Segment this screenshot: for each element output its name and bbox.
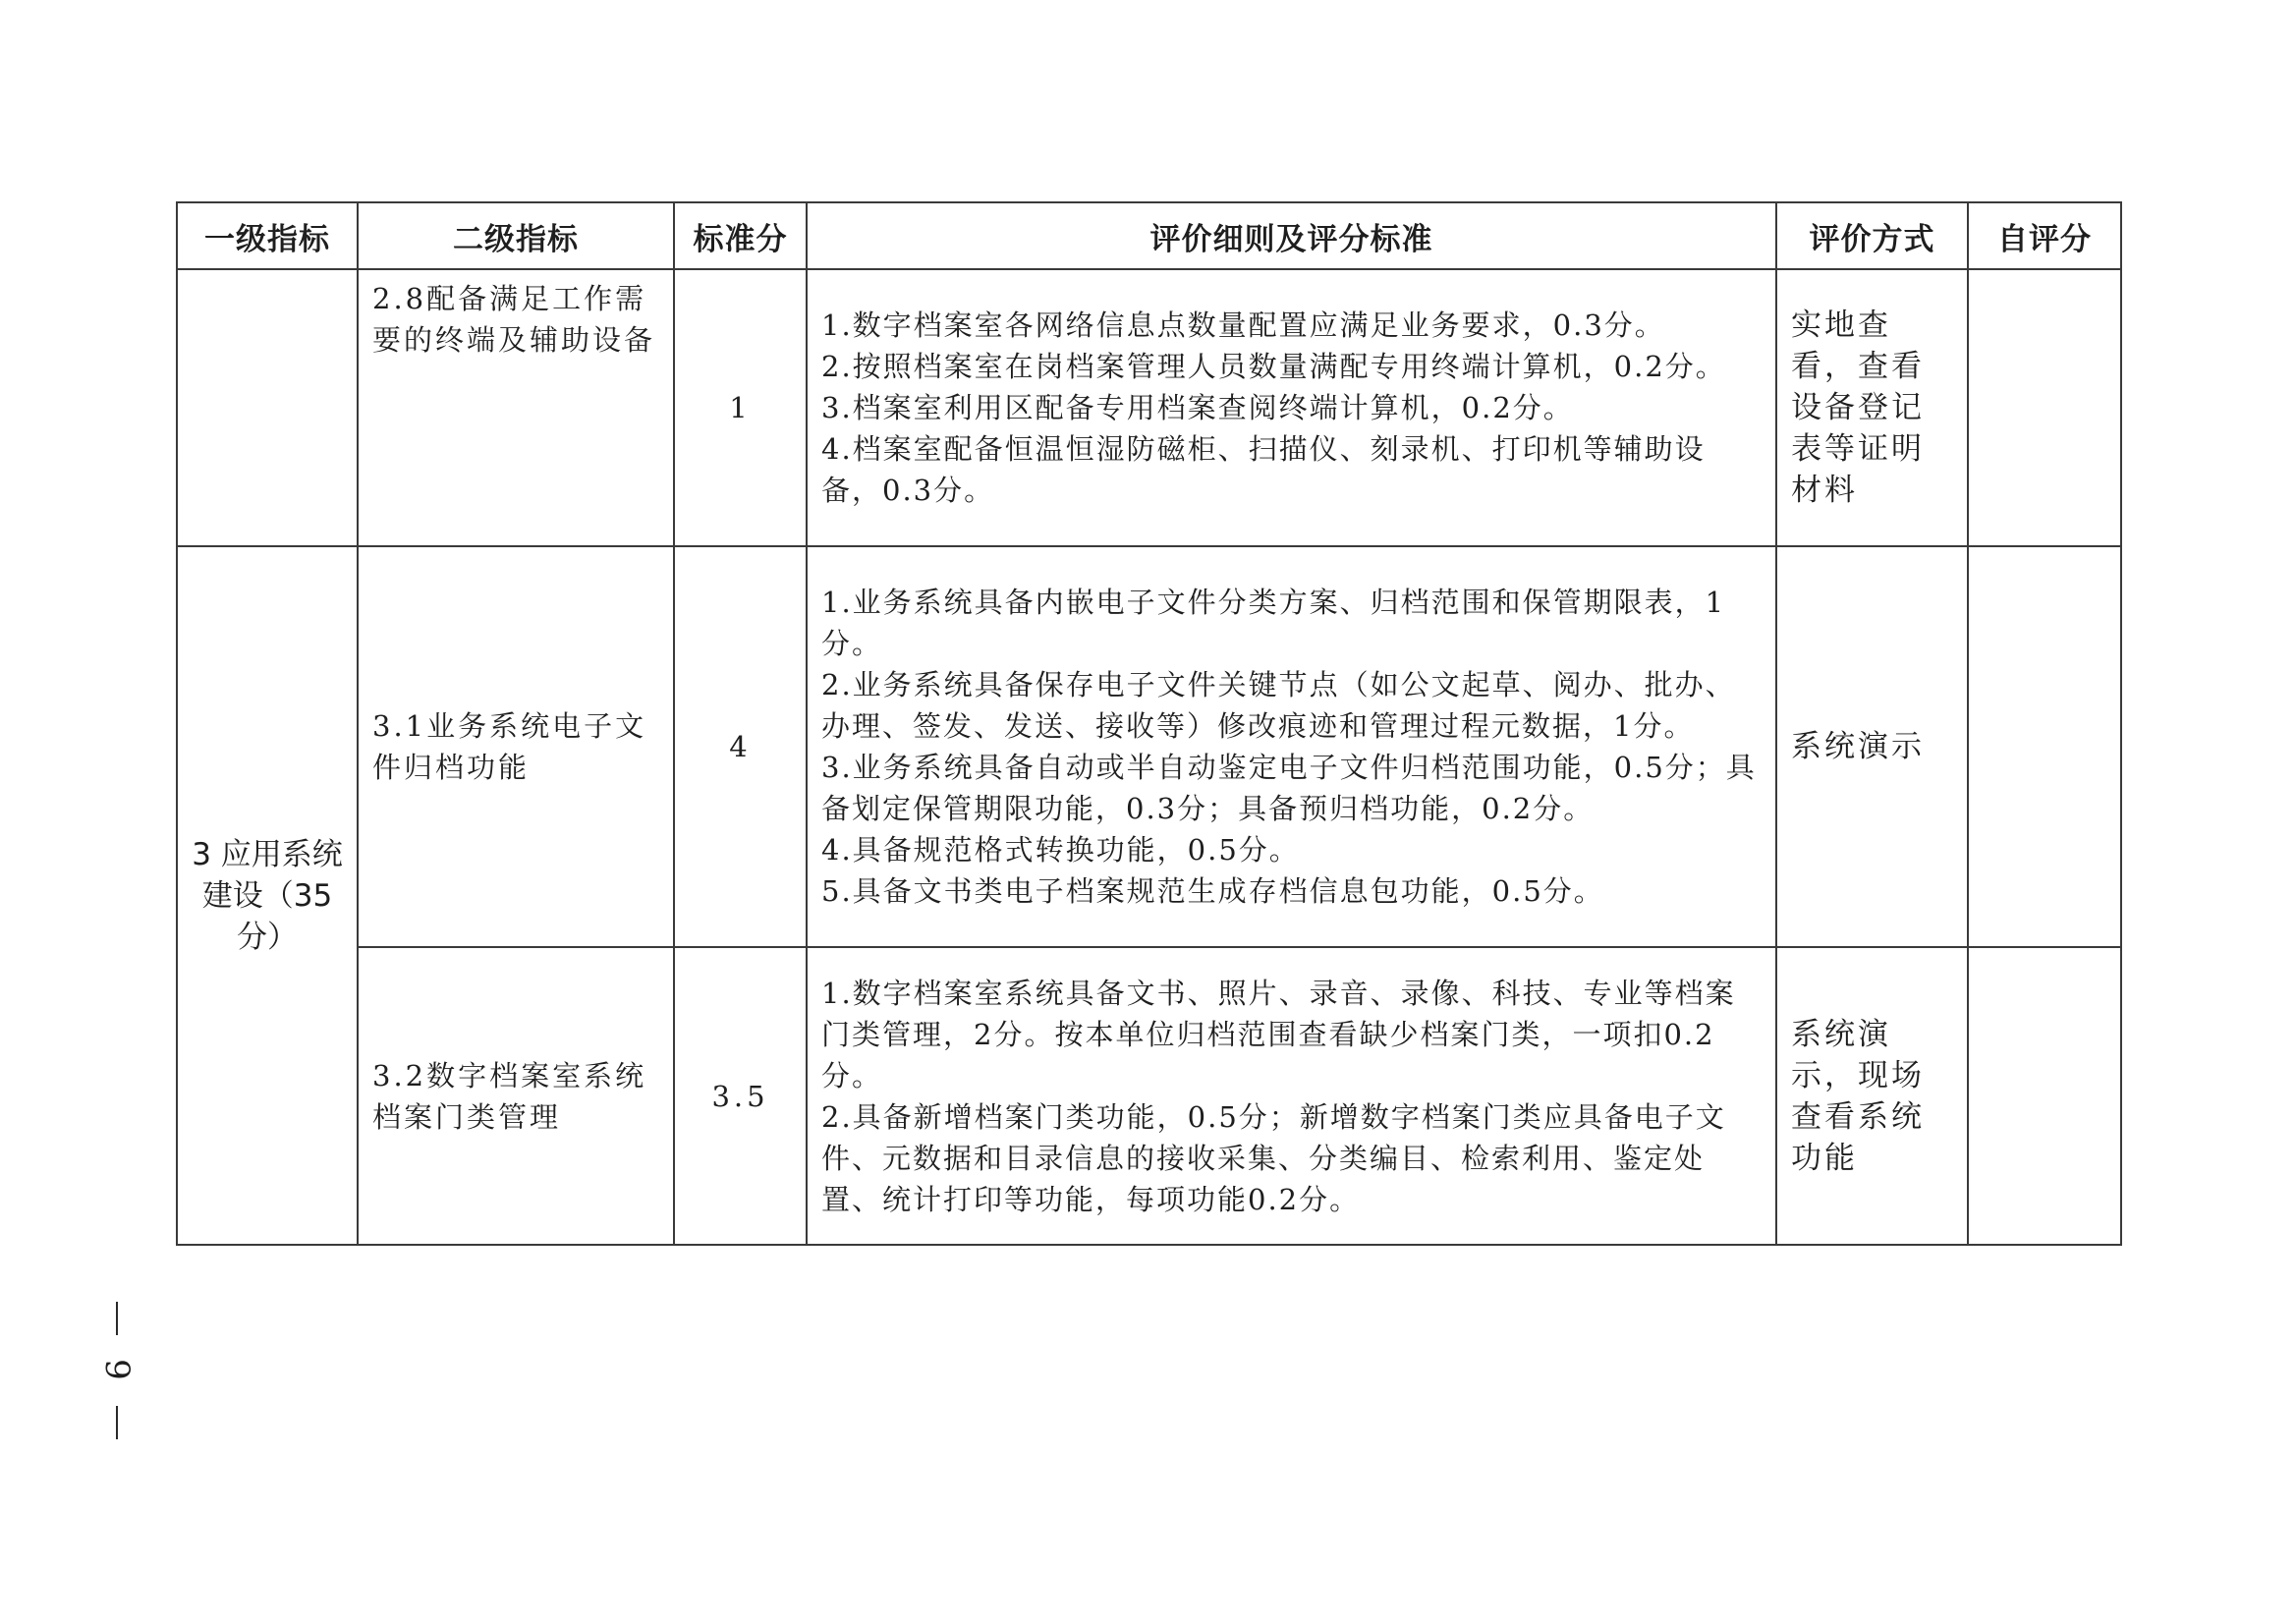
detail-item: 1.数字档案室各网络信息点数量配置应满足业务要求，0.3分。 (821, 308, 1665, 342)
evaluation-details-cell (807, 546, 1776, 947)
table-row (177, 546, 2121, 947)
detail-item: 5.具备文书类电子档案规范生成存档信息包功能，0.5分。 (821, 874, 1604, 908)
self-score-cell (1968, 269, 2121, 546)
standard-score-cell: 4 (674, 546, 807, 947)
standard-score-cell: 3.5 (674, 947, 807, 1245)
level2-cell: 3.1业务系统电子文件归档功能 (358, 546, 674, 947)
self-score-cell (1968, 546, 2121, 947)
level1-cell (177, 269, 358, 546)
header-evaluation-details: 评价细则及评分标准 (807, 202, 1776, 269)
detail-item: 3.业务系统具备自动或半自动鉴定电子文件归档范围功能，0.5分；具备划定保管期限功能，0.3分；具备预归档功能，0.2分。 (821, 751, 1757, 825)
header-level2-indicator: 二级指标 (358, 202, 674, 269)
level2-cell: 2.8配备满足工作需要的终端及辅助设备 (358, 269, 674, 546)
self-score-cell (1968, 947, 2121, 1245)
header-level1-indicator: 一级指标 (177, 202, 358, 269)
detail-item: 4.档案室配备恒温恒湿防磁柜、扫描仪、刻录机、打印机等辅助设备，0.3分。 (821, 432, 1706, 507)
table-header (177, 202, 2121, 269)
evaluation-method-cell: 系统演示，现场查看系统功能 (1776, 947, 1968, 1245)
page-number-dash (116, 1406, 118, 1439)
page-number-text: 9 (97, 1359, 137, 1380)
detail-item: 2.具备新增档案门类功能，0.5分；新增数字档案门类应具备电子文件、元数据和目录信息的接收采集、分类编目、检索利用、鉴定处置、统计打印等功能，每项功能0.2分。 (821, 1099, 1726, 1216)
header-standard-score: 标准分 (674, 202, 807, 269)
table-row (177, 269, 2121, 546)
header-row (177, 202, 2121, 269)
detail-item: 1.业务系统具备内嵌电子文件分类方案、归档范围和保管期限表，1分。 (821, 586, 1726, 660)
detail-item: 4.具备规范格式转换功能，0.5分。 (821, 833, 1300, 867)
standard-score-cell: 1 (674, 269, 807, 546)
page-number (98, 1302, 138, 1439)
detail-item: 1.数字档案室系统具备文书、照片、录音、录像、科技、专业等档案门类管理，2分。按本单位归档范围查看缺少档案门类，一项扣0.2分。 (821, 976, 1736, 1092)
detail-item: 3.档案室利用区配备专用档案查阅终端计算机，0.2分。 (821, 391, 1574, 424)
evaluation-method-cell: 实地查看，查看设备登记表等证明材料 (1776, 269, 1968, 546)
evaluation-details-cell (807, 947, 1776, 1245)
level2-cell: 3.2数字档案室系统档案门类管理 (358, 947, 674, 1245)
evaluation-details-cell (807, 269, 1776, 546)
header-evaluation-method: 评价方式 (1776, 202, 1968, 269)
page-number-dash (116, 1302, 118, 1335)
header-self-score: 自评分 (1968, 202, 2121, 269)
evaluation-criteria-table (176, 201, 2122, 1246)
table-row (177, 947, 2121, 1245)
detail-item: 2.按照档案室在岗档案管理人员数量满配专用终端计算机，0.2分。 (821, 350, 1726, 383)
detail-item: 2.业务系统具备保存电子文件关键节点（如公文起草、阅办、批办、办理、签发、发送、接收等）修改痕迹和管理过程元数据，1分。 (821, 668, 1736, 743)
evaluation-method-cell: 系统演示 (1776, 546, 1968, 947)
level1-cell: 3 应用系统建设（35分） (177, 546, 358, 1245)
